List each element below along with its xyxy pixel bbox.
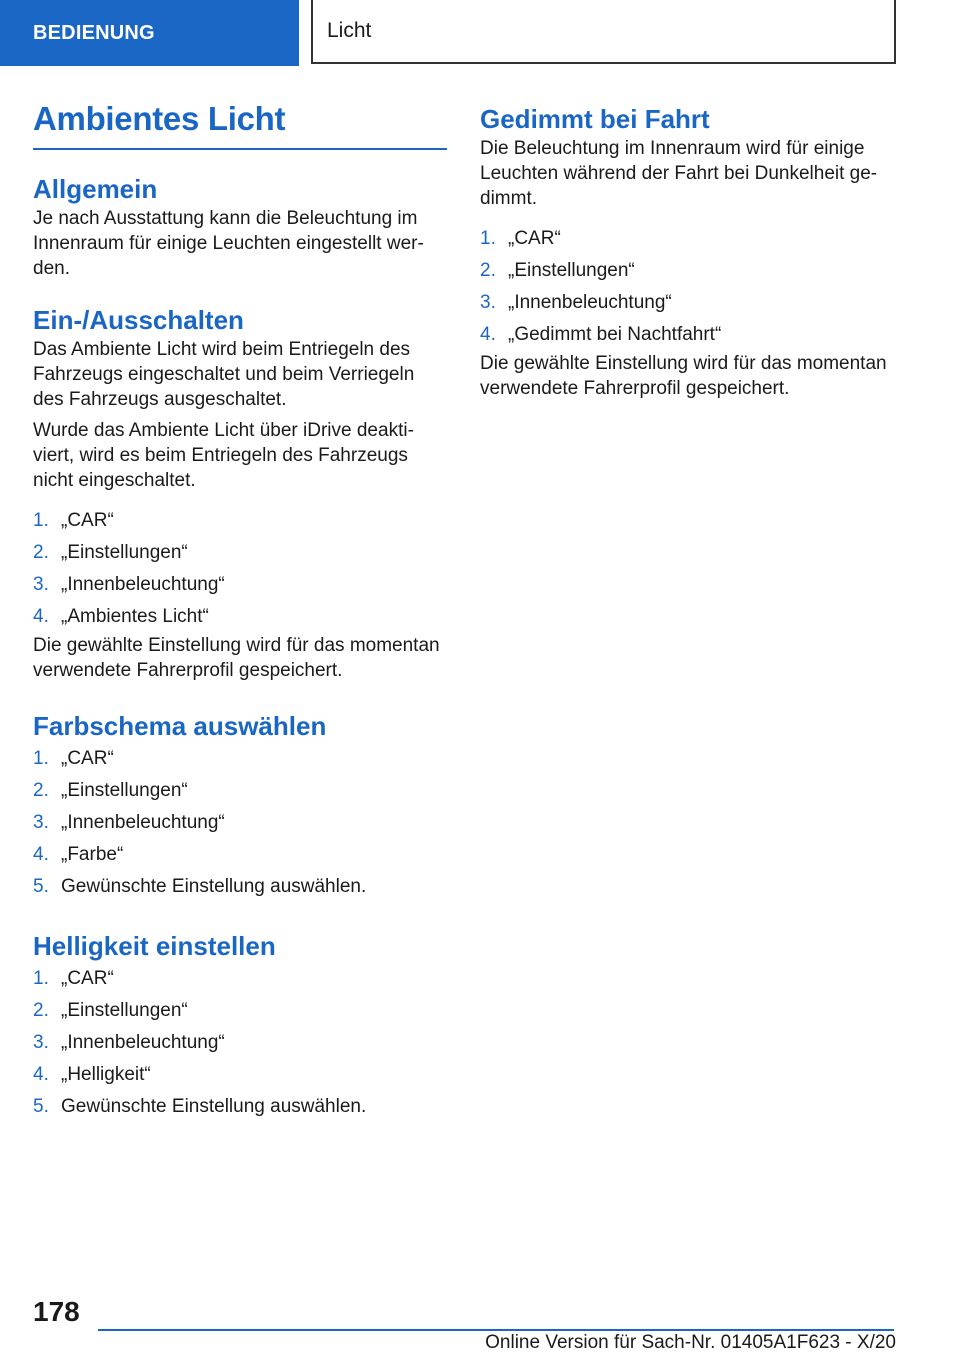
step-number: 3.	[33, 1032, 49, 1053]
step-number: 1.	[33, 748, 49, 769]
list-item	[33, 775, 447, 807]
list-item	[33, 871, 447, 903]
step-text: „Einstellungen“	[508, 260, 635, 281]
list-item	[33, 1027, 447, 1059]
page-header	[0, 0, 960, 66]
step-text: „Innenbeleuchtung“	[61, 1032, 225, 1053]
steps-helligkeit	[33, 963, 447, 1123]
list-item	[33, 537, 447, 569]
list-item	[33, 743, 447, 775]
list-item	[33, 601, 447, 633]
paragraph-gedimmt: Die Beleuchtung im Innenraum wird für einige Leuchten während der Fahrt bei Dunkelheit ge-dimmt.	[480, 138, 878, 209]
heading-allgemein: Allgemein	[33, 174, 158, 204]
page-number: 178	[33, 1296, 80, 1327]
list-item	[33, 1059, 447, 1091]
step-text: „CAR“	[508, 228, 561, 249]
left-column	[33, 100, 447, 1123]
paragraph-ein-aus-1: Das Ambiente Licht wird beim Entriegeln des Fahrzeugs eingeschaltet und beim Verriegeln des Fahrzeugs ausgeschaltet.	[33, 339, 415, 410]
list-item	[33, 963, 447, 995]
step-number: 1.	[480, 228, 496, 249]
step-text: „Innenbeleuchtung“	[61, 574, 225, 595]
right-column	[480, 100, 900, 401]
step-number: 4.	[480, 324, 496, 345]
step-number: 2.	[33, 1000, 49, 1021]
step-text: „Ambientes Licht“	[61, 606, 209, 627]
heading-gedimmt: Gedimmt bei Fahrt	[480, 104, 710, 134]
step-text: „Einstellungen“	[61, 1000, 188, 1021]
step-text: Gewünschte Einstellung auswählen.	[61, 1096, 367, 1117]
step-text: „Innenbeleuchtung“	[508, 292, 672, 313]
list-item	[33, 807, 447, 839]
list-item	[480, 255, 900, 287]
step-text: Gewünschte Einstellung auswählen.	[61, 876, 367, 897]
step-number: 4.	[33, 844, 49, 865]
list-item	[480, 287, 900, 319]
steps-gedimmt	[480, 223, 900, 351]
section-tab: BEDIENUNG	[0, 0, 299, 66]
step-number: 2.	[480, 260, 496, 281]
step-text: „Helligkeit“	[61, 1064, 151, 1085]
paragraph-note-ein-aus: Die gewählte Einstellung wird für das momentan verwendete Fahrerprofil gespeichert.	[33, 635, 440, 681]
list-item	[480, 319, 900, 351]
step-number: 3.	[480, 292, 496, 313]
step-text: „Gedimmt bei Nachtfahrt“	[508, 324, 722, 345]
heading-farbschema: Farbschema auswählen	[33, 711, 327, 741]
paragraph-allgemein: Je nach Ausstattung kann die Beleuchtung im Innenraum für einige Leuchten eingestellt wer-den.	[33, 208, 424, 279]
step-number: 3.	[33, 574, 49, 595]
chapter-title: Licht	[311, 0, 896, 64]
step-number: 5.	[33, 1096, 49, 1117]
heading-helligkeit: Helligkeit einstellen	[33, 931, 276, 961]
list-item	[33, 839, 447, 871]
step-text: „Einstellungen“	[61, 542, 188, 563]
step-number: 2.	[33, 780, 49, 801]
step-number: 2.	[33, 542, 49, 563]
paragraph-note-gedimmt: Die gewählte Einstellung wird für das momentan verwendete Fahrerprofil gespeichert.	[480, 353, 887, 399]
footer-online-version: Online Version für Sach-Nr. 01405A1F623 - X/20	[485, 1332, 896, 1353]
list-item	[480, 223, 900, 255]
steps-ambientes-licht	[33, 505, 447, 633]
list-item	[33, 1091, 447, 1123]
page-title: Ambientes Licht	[33, 100, 447, 150]
step-text: „CAR“	[61, 968, 114, 989]
footer-divider	[98, 1329, 894, 1331]
step-number: 1.	[33, 968, 49, 989]
step-number: 1.	[33, 510, 49, 531]
step-number: 5.	[33, 876, 49, 897]
step-text: „Farbe“	[61, 844, 124, 865]
paragraph-ein-aus-2: Wurde das Ambiente Licht über iDrive deakti-viert, wird es beim Entriegeln des Fahrzeugs nicht eingeschaltet.	[33, 420, 414, 491]
step-number: 4.	[33, 606, 49, 627]
step-text: „CAR“	[61, 510, 114, 531]
list-item	[33, 995, 447, 1027]
step-number: 4.	[33, 1064, 49, 1085]
step-text: „Einstellungen“	[61, 780, 188, 801]
list-item	[33, 505, 447, 537]
step-number: 3.	[33, 812, 49, 833]
step-text: „CAR“	[61, 748, 114, 769]
heading-ein-ausschalten: Ein-/Ausschalten	[33, 305, 244, 335]
steps-farbschema	[33, 743, 447, 903]
step-text: „Innenbeleuchtung“	[61, 812, 225, 833]
list-item	[33, 569, 447, 601]
